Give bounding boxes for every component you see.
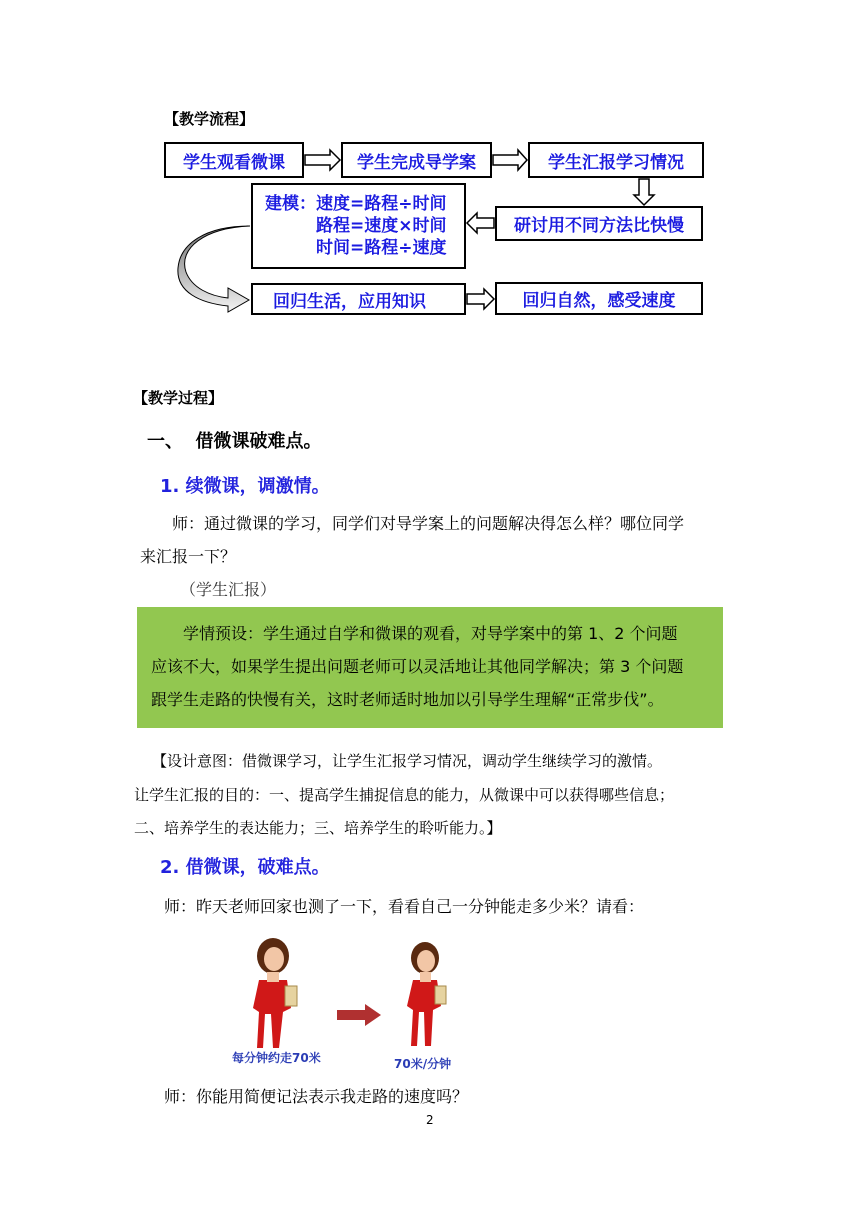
preset-line2: 应该不大，如果学生提出问题老师可以灵活地让其他同学解决；第 3 个问题 [151, 657, 684, 676]
flow-heading: 【教学流程】 [164, 110, 255, 128]
walking-woman-figure [225, 928, 465, 1056]
section-title: 一、 借微课破难点。 [147, 431, 322, 452]
subsection-2-title: 2. 借微课，破难点。 [160, 857, 330, 878]
subsection-1-title: 1. 续微课，调激情。 [160, 476, 330, 497]
flow-box-complete-guide: 学生完成导学案 [341, 142, 492, 178]
flow-box-nature-speed: 回归自然，感受速度 [495, 282, 703, 315]
design-intent-line2: 让学生汇报的目的：一、提高学生捕捉信息的能力，从微课中可以获得哪些信息； [134, 786, 675, 804]
process-heading: 【教学过程】 [133, 389, 224, 407]
paragraph-student-report: （学生汇报） [180, 580, 277, 599]
curved-arrow-icon [178, 226, 250, 312]
design-intent-line1: 【设计意图：借微课学习，让学生汇报学习情况，调动学生继续学习的激情。 [152, 752, 663, 770]
paragraph-1-line2: 来汇报一下？ [140, 547, 237, 566]
arrow-right-icon [305, 150, 340, 170]
preset-line3: 跟学生走路的快慢有关，这时老师适时地加以引导学生理解“正常步伐”。 [151, 690, 664, 709]
flow-arrows [0, 0, 860, 340]
arrow-down-icon [634, 179, 654, 205]
flow-box-discuss-methods: 研讨用不同方法比快慢 [495, 206, 703, 241]
arrow-left-icon [467, 213, 494, 233]
paragraph-4: 师：你能用简便记法表示我走路的速度吗？ [164, 1087, 469, 1106]
flow-box-apply-life: 回归生活，应用知识 [251, 283, 466, 315]
woman-right-illustration [407, 942, 446, 1046]
flow-box-report: 学生汇报学习情况 [528, 142, 704, 178]
flow-box-watch-video: 学生观看微课 [164, 142, 304, 178]
model-line-speed: 建模：速度=路程÷时间 [265, 194, 447, 214]
preset-line1: 学情预设：学生通过自学和微课的观看，对导学案中的第 1、2 个问题 [183, 624, 678, 643]
paragraph-1-line1: 师：通过微课的学习，同学们对导学案上的问题解决得怎么样？哪位同学 [172, 514, 685, 533]
caption-left: 每分钟约走70米 [232, 1051, 321, 1065]
model-line-distance: 路程=速度×时间 [316, 216, 447, 236]
page-number: 2 [426, 1113, 434, 1127]
caption-right: 70米/分钟 [394, 1057, 452, 1071]
arrow-right-icon [493, 150, 527, 170]
woman-left-illustration [253, 938, 297, 1048]
design-intent-line3: 二、培养学生的表达能力；三、培养学生的聆听能力。】 [134, 819, 502, 837]
arrow-right-icon [337, 1004, 381, 1026]
arrow-right-icon [467, 289, 494, 309]
paragraph-3: 师：昨天老师回家也测了一下，看看自己一分钟能走多少米？请看： [164, 897, 645, 916]
model-line-time: 时间=路程÷速度 [316, 238, 447, 258]
